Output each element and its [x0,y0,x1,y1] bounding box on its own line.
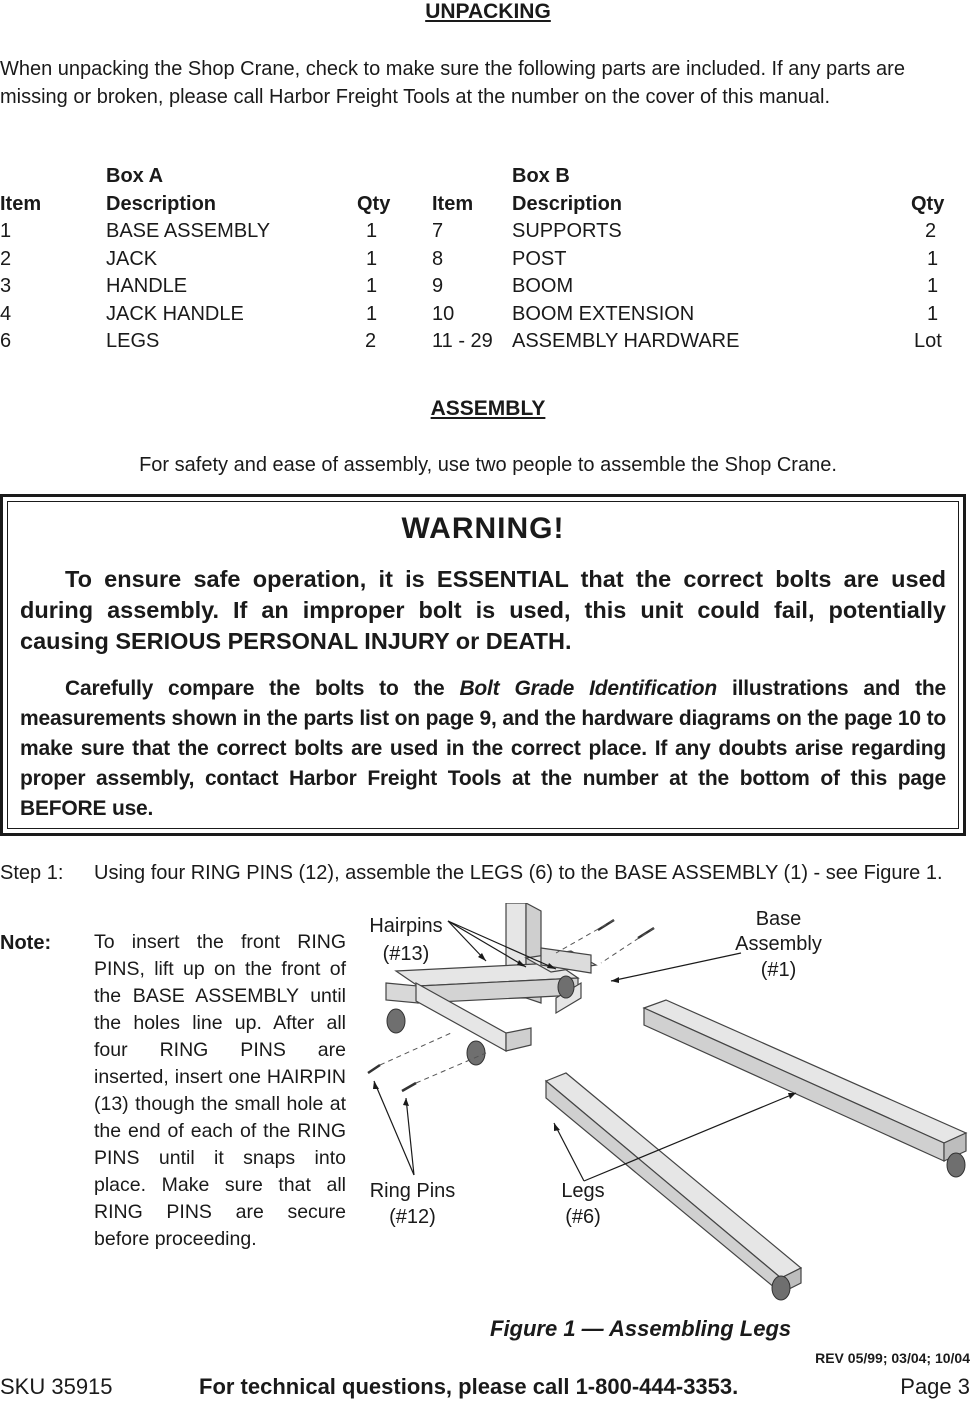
cell-qty: 2 [925,220,937,242]
figure-caption: Figure 1 — Assembling Legs [490,1316,792,1341]
header-qty-b: Qty [911,192,945,215]
warning-title: WARNING! [401,512,565,545]
cell-qty: 1 [927,275,939,297]
table-row [0,218,966,246]
cell-item: 10 [432,302,455,325]
header-item-b: Item [432,192,474,215]
technical-support-line: For technical questions, please call 1-800-444-3353. [199,1374,739,1399]
cell-qty: 1 [366,220,378,242]
assembly-heading: ASSEMBLY [430,397,546,420]
warning-paragraph-1: To ensure safe operation, it is ESSENTIAL that the correct bolts are used during assembly. If an improper bolt is used, this unit could fail, potentially causing SERIOUS PERSONAL INJURY or DEATH. [20,566,946,654]
leg-left [546,1073,801,1278]
sku-number: SKU 35915 [0,1374,113,1399]
warning-text: Carefully compare the bolts to the [65,677,460,700]
cell-item: 8 [432,247,444,270]
label-assembly: Assembly [735,933,822,955]
table-row [0,328,966,356]
page-number: Page 3 [900,1374,970,1399]
leg-right [644,1000,966,1143]
cell-item: 7 [432,220,444,242]
unpacking-heading: UNPACKING [425,0,551,23]
cell-item: 9 [432,275,444,297]
cell-description: SUPPORTS [512,220,622,242]
cell-qty: 1 [366,302,378,325]
cell-description: BOOM [512,275,574,297]
header-description-a: Description [106,192,217,215]
ring-pin [368,1065,380,1073]
header-description-b: Description [512,192,623,215]
bolt-grade-emphasis: Bolt Grade Identification [459,677,717,700]
cell-item: 2 [0,247,12,270]
cell-item: 6 [0,330,12,352]
caster-wheel [772,1276,790,1300]
caster-wheel [387,1009,405,1033]
label-legs: Legs [561,1180,605,1202]
label-legs-number: (#6) [565,1206,601,1228]
cell-description: JACK [106,247,158,270]
label-base: Base [755,908,802,930]
ring-pin [402,1083,416,1091]
warning-text: illustrations and the measurements shown in the parts list on page 9, and the hardware diagrams on the page 10 to make sure that the correct bolts are used in the correct place. If any doubts arise regarding proper assembly, contact Harbor Freight Tools at the number at the bottom of this page BEFORE use. [20,677,946,820]
label-ring-pins: Ring Pins [369,1180,456,1202]
table-row [0,301,966,329]
figure-assembling-legs [356,903,976,1303]
note-text: To insert the front RING PINS, lift up on the front of the BASE ASSEMBLY until the holes line up. After all four RING PINS are inserted, insert one HAIRPIN (13) though the small hole at the end of each of the RING PINS until it snaps into place. Make sure that all RING PINS are secure before proceeding. [94,931,346,1250]
box-b-label: Box B [512,165,570,187]
note-label: Note: [0,932,52,954]
header-qty-a: Qty [357,192,391,215]
revision-note: REV 05/99; 03/04; 10/04 [815,1350,970,1366]
label-ring-pins-number: (#12) [389,1206,436,1228]
cell-item: 11 - 29 [432,330,493,352]
cell-qty: Lot [914,330,942,352]
cell-description: BASE ASSEMBLY [106,220,271,242]
box-a-label: Box A [106,165,164,187]
caster-wheel [947,1153,965,1177]
cell-qty: 1 [366,247,378,270]
caster-wheel [467,1041,485,1065]
cell-description: POST [512,247,567,270]
cell-qty: 2 [365,330,377,352]
assembly-intro: For safety and ease of assembly, use two people to assemble the Shop Crane. [139,454,837,476]
cell-qty: 1 [927,302,939,325]
cell-qty: 1 [366,275,378,297]
step-label: Step 1: [0,862,64,884]
unpacking-intro: When unpacking the Shop Crane, check to make sure the following parts are included. If any parts are missing or broken, please call Harbor Freight Tools at the number on the cover of this manual. [0,58,905,108]
cell-description: JACK HANDLE [106,302,244,325]
cell-description: HANDLE [106,275,188,297]
cell-description: LEGS [106,330,160,352]
cell-qty: 1 [927,247,939,270]
label-hairpins: Hairpins [369,915,443,937]
cell-item: 4 [0,302,12,325]
caster-wheel [558,976,574,998]
step-text: Using four RING PINS (12), assemble the LEGS (6) to the BASE ASSEMBLY (1) - see Figure 1. [94,862,943,884]
cell-description: BOOM EXTENSION [512,302,695,325]
cell-item: 1 [0,220,12,242]
label-base-number: (#1) [760,959,797,981]
cell-item: 3 [0,275,12,297]
warning-paragraph-2 [20,674,946,824]
cell-description: ASSEMBLY HARDWARE [512,330,740,352]
header-item-a: Item [0,192,42,215]
label-hairpins-number: (#13) [382,943,430,965]
parts-table [0,163,966,356]
warning-box [0,494,966,836]
table-row [0,273,966,301]
table-row [0,246,966,274]
